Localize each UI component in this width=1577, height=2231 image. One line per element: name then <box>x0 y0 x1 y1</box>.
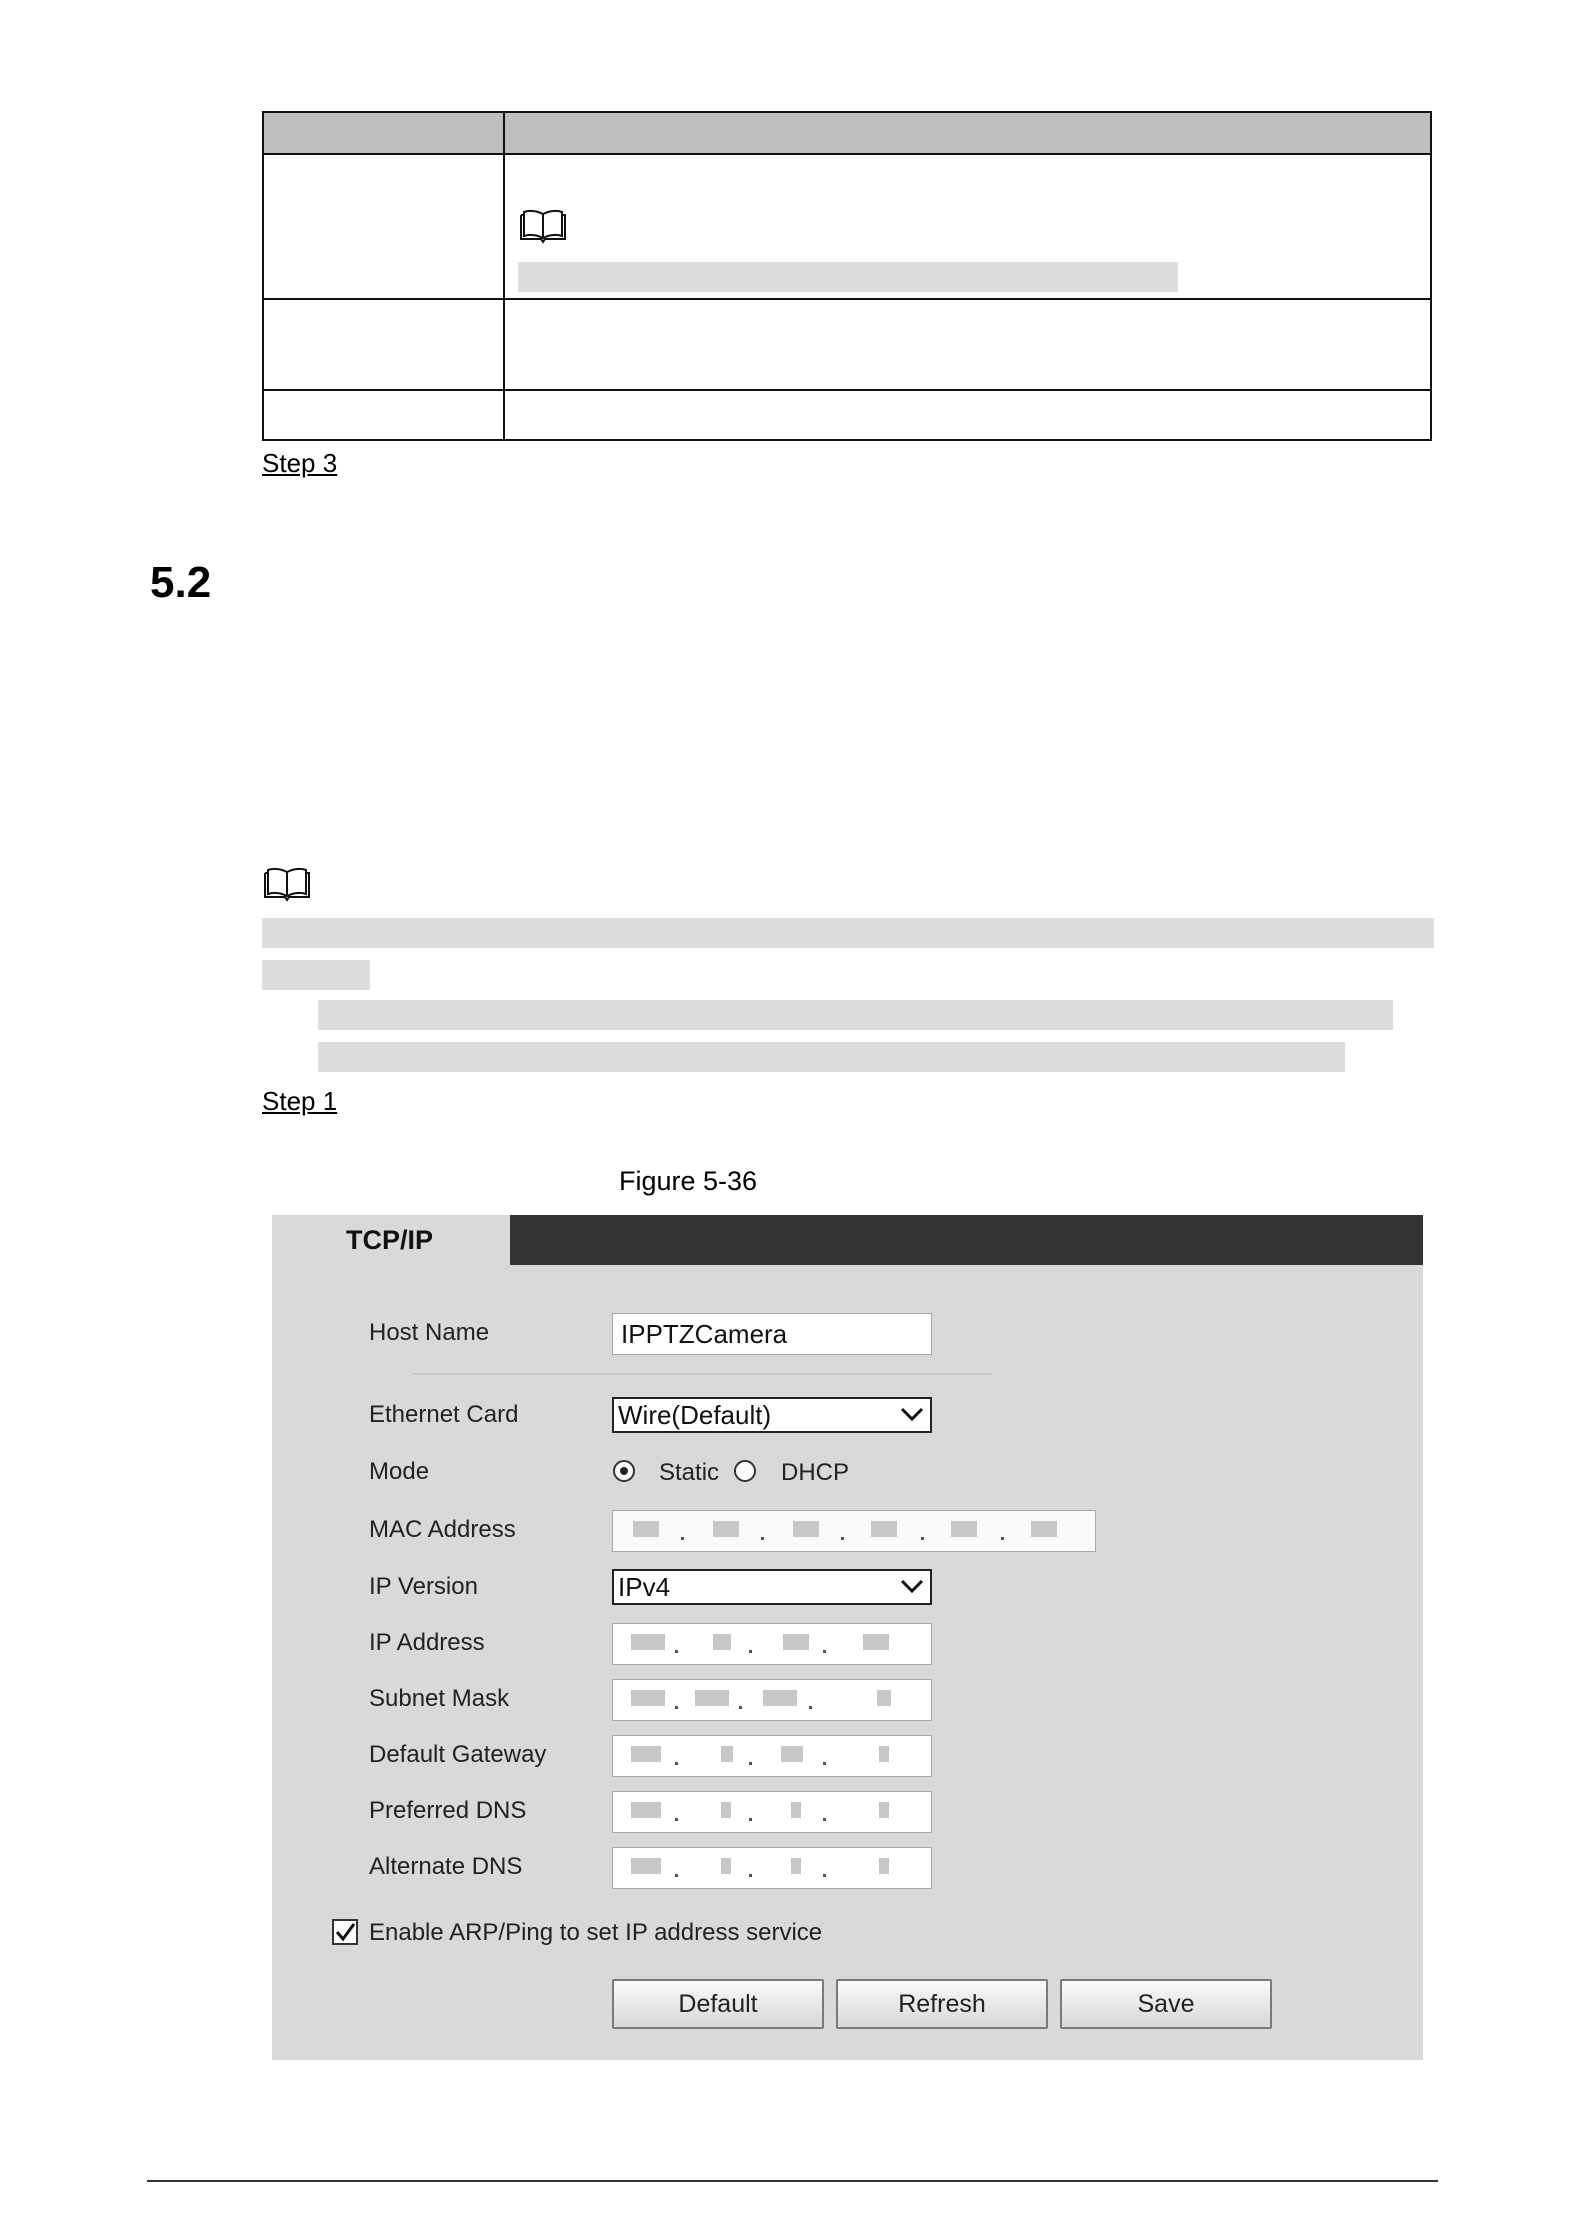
host-name-input[interactable]: IPPTZCamera <box>612 1313 932 1355</box>
default-gateway-label: Default Gateway <box>369 1741 547 1768</box>
preferred-dns-label: Preferred DNS <box>369 1797 527 1824</box>
book-icon <box>518 209 568 245</box>
tcpip-settings-panel <box>272 1215 1423 2060</box>
ethernet-card-select[interactable] <box>612 1397 932 1433</box>
host-name-label: Host Name <box>369 1319 490 1346</box>
tab-bar <box>510 1215 1423 1265</box>
book-icon <box>262 867 312 903</box>
mode-dhcp-radio[interactable] <box>734 1460 756 1482</box>
arp-ping-label: Enable ARP/Ping to set IP address service <box>369 1919 823 1946</box>
ip-address-field[interactable] <box>612 1623 932 1665</box>
divider <box>412 1373 992 1375</box>
tab-tcpip[interactable]: TCP/IP <box>346 1225 434 1255</box>
arp-ping-checkbox[interactable] <box>332 1919 358 1945</box>
redacted-note-line <box>318 1000 1393 1030</box>
mac-address-field <box>612 1510 1096 1552</box>
redacted-note-text <box>518 262 1178 292</box>
section-number: 5.2 <box>150 558 212 607</box>
mode-static-radio[interactable] <box>613 1460 635 1482</box>
redacted-note-line <box>318 1042 1345 1072</box>
chevron-down-icon <box>900 1405 924 1423</box>
ethernet-card-value: Wire(Default) <box>618 1400 772 1430</box>
table-header-row <box>264 113 1430 155</box>
radio-selected-dot <box>620 1467 628 1475</box>
preferred-dns-field[interactable] <box>612 1791 932 1833</box>
default-button[interactable]: Default <box>612 1979 824 2029</box>
default-gateway-field[interactable] <box>612 1735 932 1777</box>
subnet-mask-field[interactable] <box>612 1679 932 1721</box>
figure-caption: Figure 5-36 <box>619 1166 758 1196</box>
ip-address-label: IP Address <box>369 1629 485 1656</box>
ip-version-select[interactable] <box>612 1569 932 1605</box>
ip-version-value: IPv4 <box>618 1572 671 1602</box>
subnet-mask-label: Subnet Mask <box>369 1685 510 1712</box>
mode-dhcp-label: DHCP <box>781 1459 850 1486</box>
alternate-dns-field[interactable] <box>612 1847 932 1889</box>
mac-address-label: MAC Address <box>369 1516 516 1543</box>
checkmark-icon <box>334 1921 356 1943</box>
chevron-down-icon <box>900 1577 924 1595</box>
refresh-button[interactable]: Refresh <box>836 1979 1048 2029</box>
alternate-dns-label: Alternate DNS <box>369 1853 523 1880</box>
redacted-note-line <box>262 960 370 990</box>
ethernet-card-label: Ethernet Card <box>369 1401 519 1428</box>
parameter-table <box>262 111 1432 441</box>
save-button[interactable]: Save <box>1060 1979 1272 2029</box>
ip-version-label: IP Version <box>369 1573 478 1600</box>
footer-rule <box>147 2180 1438 2182</box>
mode-label: Mode <box>369 1458 430 1485</box>
step-1-label: Step 1 <box>262 1086 338 1116</box>
mode-static-label: Static <box>659 1459 720 1486</box>
step-3-label: Step 3 <box>262 448 338 478</box>
redacted-note-line <box>262 918 1434 948</box>
